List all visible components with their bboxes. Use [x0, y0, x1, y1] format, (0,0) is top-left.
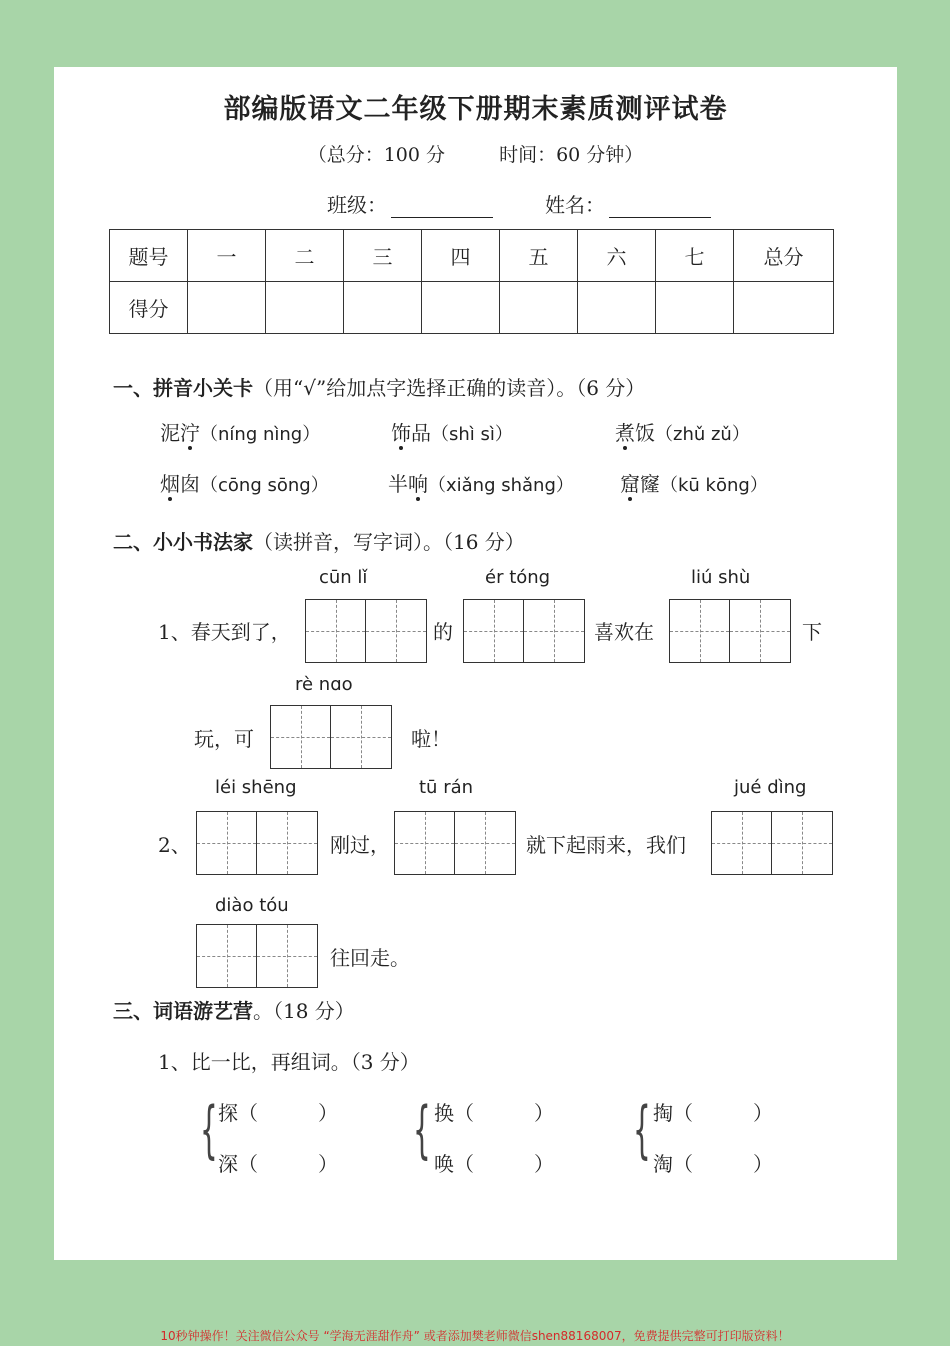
pinyin-options: （xiǎng shǎng） [428, 475, 574, 496]
writing-grid[interactable] [270, 705, 392, 769]
dotted-char: 煮 [615, 421, 635, 445]
section-2-title: 二、小小书法家 [113, 530, 253, 554]
brace-icon: { [413, 1093, 431, 1166]
class-field [327, 189, 493, 218]
pinyin-hint: tū rán [419, 777, 474, 798]
writing-grid[interactable] [463, 599, 585, 663]
answer-blank: （ ） [454, 1101, 554, 1125]
pinyin-hint: cūn lǐ [319, 567, 368, 588]
section-2-instruction: （读拼音，写字词）。（16 分） [253, 530, 525, 554]
pinyin-hint: jué dìng [734, 777, 807, 798]
question-text: 1、春天到了， [158, 620, 291, 644]
section-1-heading [113, 372, 645, 401]
brace-icon: { [633, 1093, 651, 1166]
char: 淘 [653, 1152, 673, 1176]
question-text: 的 [433, 620, 453, 644]
answer-blank: （ ） [238, 1152, 338, 1176]
question-text: 喜欢在 [594, 620, 654, 644]
pinyin-item[interactable] [391, 417, 513, 446]
dotted-char: 饰 [391, 421, 411, 445]
score-cell[interactable] [188, 282, 266, 334]
answer-blank: （ ） [673, 1152, 773, 1176]
compare-item[interactable] [218, 1097, 338, 1126]
score-cell[interactable] [500, 282, 578, 334]
section-3-heading [113, 995, 355, 1024]
char: 半 [388, 472, 408, 496]
promo-footer: 10秒钟操作！关注微信公众号 “学海无涯甜作舟” 或者添加樊老师微信shen88168007，免费提供完整可打印版资料！ [160, 1329, 790, 1343]
answer-blank: （ ） [454, 1152, 554, 1176]
score-row-label: 得分 [110, 282, 188, 334]
writing-grid[interactable] [711, 811, 833, 875]
score-header-row [110, 230, 834, 282]
class-input[interactable] [391, 196, 493, 218]
section-1-title: 一、拼音小关卡 [113, 376, 253, 400]
char: 品 [411, 421, 431, 445]
pinyin-options: （cōng sōng） [200, 475, 329, 496]
dotted-char: 泞 [180, 421, 200, 445]
brace-icon: { [200, 1093, 218, 1166]
dotted-char: 响 [408, 472, 428, 496]
writing-grid[interactable] [669, 599, 791, 663]
writing-grid[interactable] [196, 924, 318, 988]
pinyin-item[interactable] [388, 468, 574, 497]
compare-item[interactable] [218, 1148, 338, 1177]
pinyin-item[interactable] [615, 417, 750, 446]
writing-grid[interactable] [394, 811, 516, 875]
char: 唤 [434, 1152, 454, 1176]
score-row [110, 282, 834, 334]
exam-paper [54, 67, 897, 1260]
score-cell[interactable] [578, 282, 656, 334]
pinyin-options: （zhǔ zǔ） [655, 424, 750, 445]
question-text: 下 [802, 620, 822, 644]
char: 深 [218, 1152, 238, 1176]
score-cell[interactable] [656, 282, 734, 334]
score-cell[interactable] [344, 282, 422, 334]
pinyin-options: （kū kōng） [660, 475, 768, 496]
name-field [545, 189, 711, 218]
class-label: 班级： [327, 193, 387, 217]
answer-blank: （ ） [238, 1101, 338, 1125]
section-3-title: 三、词语游艺营 [113, 999, 253, 1023]
section-3-instruction: 。（18 分） [253, 999, 355, 1023]
question-text: 玩，可 [194, 727, 254, 751]
char: 饭 [635, 421, 655, 445]
pinyin-item[interactable] [160, 417, 320, 446]
char: 泥 [160, 421, 180, 445]
header-cell: 六 [578, 230, 656, 282]
header-cell: 五 [500, 230, 578, 282]
time-text: 时间：60 分钟） [499, 144, 644, 166]
char: 窿 [640, 472, 660, 496]
pinyin-options: （níng nìng） [200, 424, 321, 445]
section-1-instruction: （用“√”给加点字选择正确的读音）。（6 分） [253, 376, 646, 400]
compare-item[interactable] [434, 1097, 554, 1126]
pinyin-item[interactable] [160, 468, 329, 497]
pinyin-hint: léi shēng [215, 777, 297, 798]
header-cell: 七 [656, 230, 734, 282]
pinyin-hint: liú shù [691, 567, 751, 588]
question-text: 啦！ [411, 727, 451, 751]
pinyin-hint: diào tóu [215, 895, 289, 916]
char: 探 [218, 1101, 238, 1125]
writing-grid[interactable] [305, 599, 427, 663]
header-cell: 题号 [110, 230, 188, 282]
header-cell: 二 [266, 230, 344, 282]
question-text: 2、 [158, 833, 191, 857]
page-title: 部编版语文二年级下册期末素质测评试卷 [223, 94, 728, 125]
question-text: 1、比一比，再组词。（3 分） [158, 1050, 420, 1074]
dotted-char: 窟 [620, 472, 640, 496]
answer-blank: （ ） [673, 1101, 773, 1125]
section-2-heading [113, 526, 525, 555]
subtitle [54, 140, 897, 167]
header-cell: 一 [188, 230, 266, 282]
compare-item[interactable] [653, 1097, 773, 1126]
pinyin-hint: ér tóng [485, 567, 551, 588]
writing-grid[interactable] [196, 811, 318, 875]
name-label: 姓名： [545, 193, 605, 217]
compare-item[interactable] [434, 1148, 554, 1177]
pinyin-options: （shì sì） [431, 424, 513, 445]
score-cell[interactable] [266, 282, 344, 334]
question-text: 刚过， [330, 833, 390, 857]
question-text: 往回走。 [330, 946, 410, 970]
question-text: 就下起雨来，我们 [526, 833, 686, 857]
char: 换 [434, 1101, 454, 1125]
char: 掏 [653, 1101, 673, 1125]
score-cell[interactable] [734, 282, 834, 334]
score-table [109, 229, 834, 334]
name-input[interactable] [609, 196, 711, 218]
char: 囱 [180, 472, 200, 496]
compare-item[interactable] [653, 1148, 773, 1177]
total-score-text: （总分：100 分 [307, 144, 446, 166]
score-cell[interactable] [422, 282, 500, 334]
header-cell: 总分 [734, 230, 834, 282]
header-cell: 三 [344, 230, 422, 282]
header-cell: 四 [422, 230, 500, 282]
pinyin-item[interactable] [620, 468, 768, 497]
dotted-char: 烟 [160, 472, 180, 496]
pinyin-hint: rè nɑo [295, 674, 353, 695]
